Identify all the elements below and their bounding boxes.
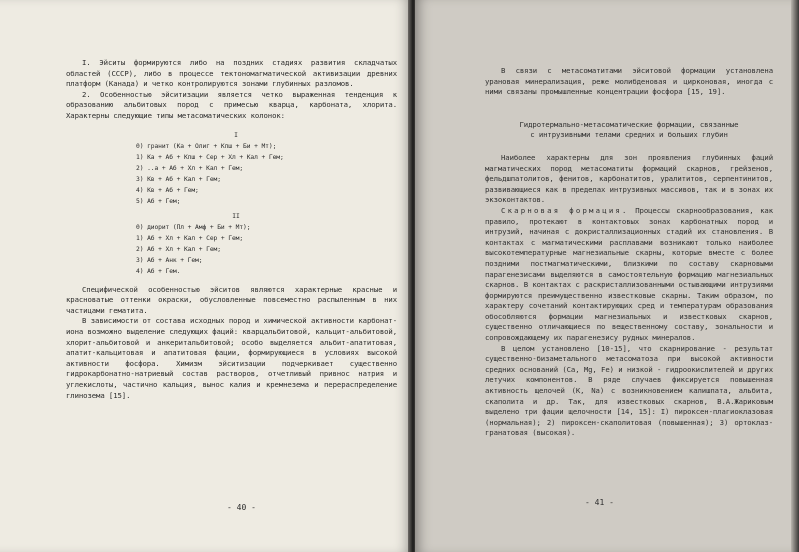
page-41 — [415, 0, 799, 552]
paragraph-skarn-formation — [485, 206, 773, 344]
paragraph-uranium-mineralization: В связи с метасоматитами эйситовой формации установлена урановая минерализация, реже молибденовая и цирконовая, иногда с ними связаны промышленные концентрации фосфора [15, 19]. — [485, 66, 773, 97]
section-heading-line-2: с интрузивными телами средних и больших глубин — [530, 130, 728, 140]
paragraph-skarnification-result: В целом установлено [10-15], что скарнирование - результат существенно-бизаметального метасоматоза при высокой активности средних оснований (Ca, Mg, Fe) и низкой - гидроокислителей и других летучих компонентов. В ряде случаев фиксируется повышенная активность щелочей (K, Na) с возникновением калишпата, альбита, скаполита и др. Так, для известковых скарнов, В.А.Жариковым выделено три фации щелочности [14, 15]: I) пироксен-плагиоклазовая (нормальная); 2) пироксен-скаполитовая (повышенная); 3) ортоклаз-гранатовая (высокая). — [485, 343, 773, 438]
column-group-1-numeral: I — [234, 131, 238, 139]
paragraph-facies: В зависимости от состава исходных пород и химической активности карбонат-иона возможно выделение следующих фаций: кварцальбитовой, кальцит-альбитовой, хлорит-альбитовой и анкеритальбитовой; особо выделяется альбит-апатитовая, апатит-кальцитовая и апатитовая фации, формирующиеся в условиях высокой активности фосфора. Химизм эйситизации подчеркивает существенно гидрокарбонатно-натриевый состав растворов, отчетливый привнос натрия и углекислоты, частично кальция, вынос калия и кремнезема и перераспределение глинозема [15]. — [66, 316, 397, 400]
column-1-line-2: 2) ..а + Аб + Хл + Кал + Гем; — [136, 164, 244, 172]
column-1-line-3: 3) Кв + Аб + Кал + Гем; — [136, 175, 221, 183]
book-edge-right — [791, 0, 799, 552]
column-1-line-0: 0) гранит (Ка + Олиг + Кпш + Би + Мт); — [136, 142, 277, 150]
column-1-line-1: 1) Ка + Аб + Кпш + Сер + Хл + Кал + Гем; — [136, 153, 284, 161]
paragraph-deep-facies: Наиболее характерны для зон проявления глубинных фаций магматических пород метасоматиты формаций скарнов, грейзенов, фельдшпатолитов, фенитов, карбонатитов, уралититов, серпентинитов, развивающиеся как в пределах интрузивных массивов, так и в зонах их экзоконтактов. — [485, 152, 773, 205]
section-heading — [485, 120, 773, 141]
column-1-line-4: 4) Кв + Аб + Гем; — [136, 186, 199, 194]
column-group-2-numeral: II — [232, 212, 240, 220]
column-2-line-3: 3) Аб + Анк + Гем; — [136, 256, 203, 264]
page-number-left: - 40 - — [227, 503, 256, 512]
paragraph-red-coloration: Специфической особенностью эйситов являются характерные красные и красноватые оттенки окраски, обусловленные повсеместно распыленным в них частицами гематита. — [66, 284, 397, 315]
skarn-formation-text: Процессы скарнообразования, как правило, протекают в контактовых зонах карбонатных пород и интрузий, начиная с докристаллизационных стадий их становления. В контактах с магматическими расплавами возникают только наиболее высокотемпературные магнезиальные скарны, которые вместе с более поздними постмагматическими, близкими по составу скарновыми парагенезисами выделяются в самостоятельную формацию магнезиальных скарнов. В контактах с раскристаллизованными остывающими интрузиями формируются преимущественно известковые скарны. Таким образом, по характеру сочетаний контактирующих сред и температурам образования обособляются формации магнезиальных и известковых скарнов, существенно отличающиеся по вещественному составу, зональности и сопровождающему их парагенезису рудных минералов. — [485, 205, 774, 343]
skarn-formation-title: Скарновая формация. — [501, 205, 629, 215]
column-2-line-0: 0) диорит (Пл + Амф + Би + Мт); — [136, 223, 251, 231]
column-1-line-5: 5) Аб + Гем; — [136, 197, 181, 205]
column-2-line-1: 1) Аб + Хл + Кал + Сер + Гем; — [136, 234, 244, 242]
column-2-line-4: 4) Аб + Гем. — [136, 267, 181, 275]
column-2-line-2: 2) Аб + Хл + Кал + Гем; — [136, 245, 221, 253]
page-number-right: - 41 - — [585, 498, 614, 507]
paragraph-eisitization-features: 2. Особенностью эйситизации является четко выраженная тенденция к образованию альбитовых пород с примесью кварца, карбоната, хлорита. Характерны следующие типы метасоматических колонок: — [66, 89, 397, 120]
paragraph-formation-conditions: I. Эйситы формируются либо на поздних стадиях развития складчатых областей (СССР), либо в процессе тектономагматической активизации древних платформ (Канада) и четко контролируются зонами глубинных разломов. — [66, 58, 397, 89]
section-heading-line-1: Гидротермально-метасоматические формации, связанные — [519, 119, 739, 129]
metasomatic-columns-block — [66, 130, 397, 277]
